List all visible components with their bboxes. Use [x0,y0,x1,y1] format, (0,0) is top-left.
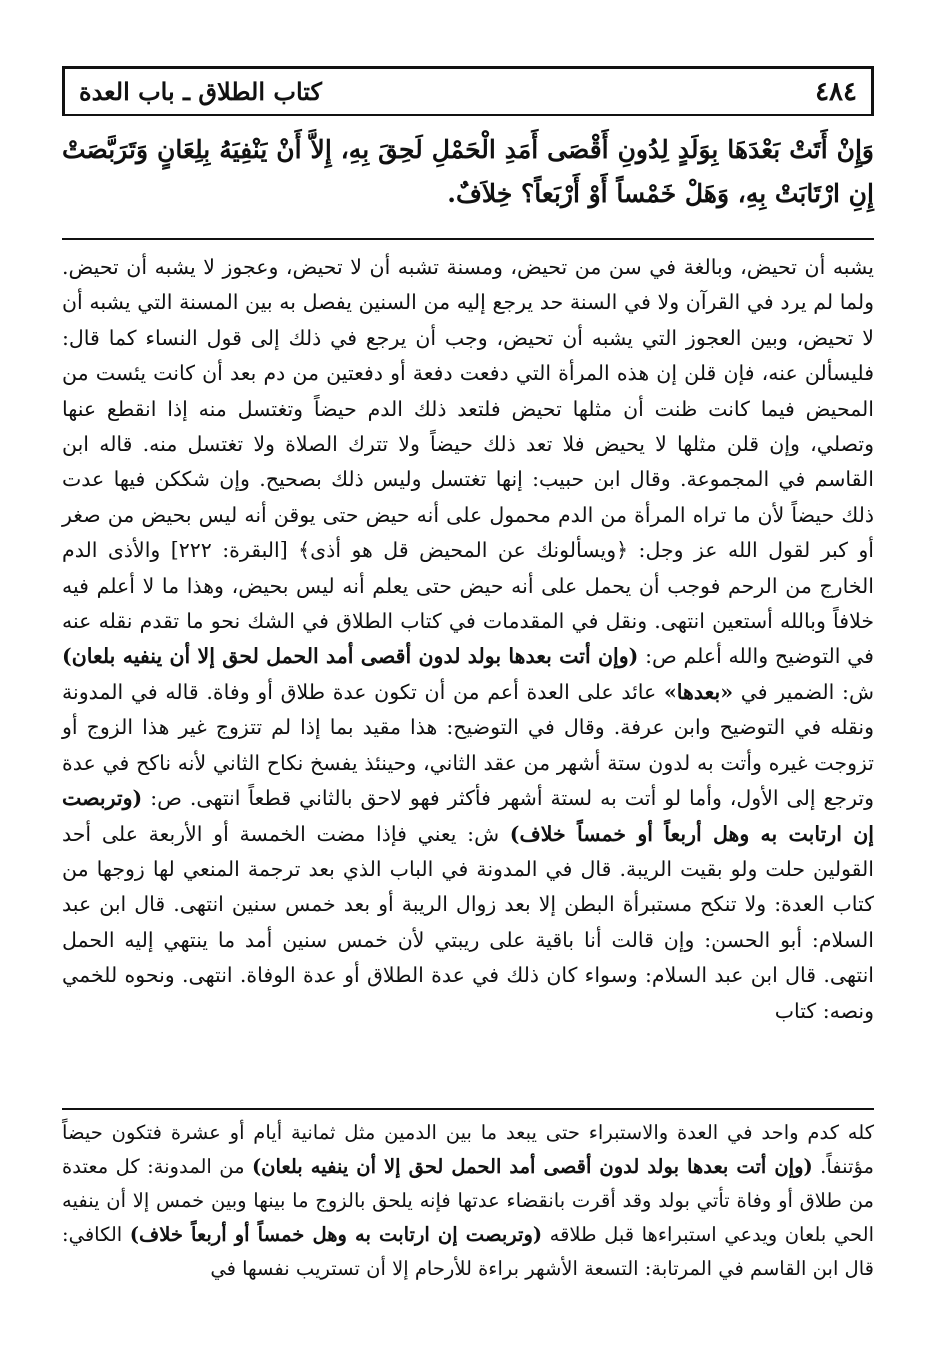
quoted-matn-1: (وإن أتت بعدها بولد لدون أقصى أمد الحمل لحق إلا أن ينفيه بلعان) [62,644,639,669]
page-header [62,66,874,116]
footnote-body [62,1116,874,1286]
footnote-text-1: كله كدم واحد في العدة والاستبراء حتى يبعد ما بين الدمين مثل ثمانية أيام أو عشرة فتكون حيضاً مؤتنفاً. [62,1121,874,1178]
running-title: كتاب الطلاق ـ باب العدة [79,77,322,106]
commentary-body [62,250,874,1029]
commentary-paragraph [62,250,874,1029]
page-number: ٤٨٤ [815,76,857,107]
matn-divider [62,238,874,240]
footnote-divider [62,1108,874,1110]
quoted-matn-2: (وتربصت إن ارتابت به وهل أربعاً أو خمساً خلاف) [62,786,874,846]
quoted-word: «بعدها» [663,679,734,704]
footnote-text-3: الكافي: قال ابن القاسم في المرتابة: التسعة الأشهر براءة للأرحام إلا أن تستريب نفسها في [62,1223,874,1280]
commentary-text-1: يشبه أن تحيض، وبالغة في سن من تحيض، ومسنة تشبه أن لا تحيض، وعجوز لا يشبه أن تحيض. ولما لم يرد في القرآن ولا في السنة حد يرجع إليه من السنين يفصل به بين المسنة التي يشبه أن لا تحيض، وبين العجوز التي يشبه أن تحيض، وجب أن يرجع في ذلك إلى قول النساء كما قال: فليسألن عنه، فإن قلن إن هذه المرأة التي دفعت دفعة أو دفعتين من دم بعد أن كانت يئست من المحيض فيما كانت ظنت أن مثلها تحيض فلتعد ذلك الدم حيضاً وتغتسل منه إذا انقطع عنها وتصلي، وإن قلن مثلها لا يحيض فلا تعد ذلك حيضاً ولا تترك الصلاة ولا تغتسل منه. قاله ابن القاسم في المجموعة. وقال ابن حبيب: إنها تغتسل وليس ذلك بصحيح. وإن شككن فيها عدت ذلك حيضاً لأن ما تراه المرأة من الدم محمول على أنه حيض حتى يوقن أنه ليس بحيض من صغر أو كبر لقول الله عز وجل: ﴿ويسألونك عن المحيض قل هو أذى﴾ [البقرة: ٢٢٢] والأذى الدم الخارج من الرحم فوجب أن يحمل على أنه حيض حتى يعلم أنه ليس بحيض، وهذا ما لا أعلم فيه خلافاً وبالله أستعين انتهى. ونقل في المقدمات في كتاب الطلاق في الشك نحو ما تقدم نقله عنه في التوضيح والله أعلم ص: [62,255,874,669]
commentary-text-2b: عائد على العدة أعم من أن تكون عدة طلاق أو وفاة. قاله في المدونة ونقله في التوضيح وابن عرفة. وقال في التوضيح: هذا مقيد بما إذا لم تتزوج غير هذا الزوج أو تزوجت غيره وأتت به لدون ستة أشهر من عقد الثاني، وحينئذ يفسخ نكاح الثاني لأنه ناكح في عدة وترجع إلى الأول، وأما لو أتت به لستة أشهر فأكثر فهو لاحق بالثاني قطعاً انتهى. ص: [62,679,874,811]
footnote-paragraph [62,1116,874,1286]
commentary-text-3: ش: يعني فإذا مضت الخمسة أو الأربعة على أحد القولين حلت ولو بقيت الريبة. قال في المدونة في الباب الذي بعد ترجمة المنعي لها زوجها من كتاب العدة: ولا تنكح مستبرأة البطن إلا بعد زوال الريبة أو بعد خمس سنين انتهى. قال ابن عبد السلام: أبو الحسن: وإن قالت أنا باقية على ريبتي لأن خمس سنين أمد ما ينتهي إليه الحمل انتهى. قال ابن عبد السلام: وسواء كان ذلك في عدة الطلاق أو عدة الوفاة. انتهى. ونحوه للخمي ونصه: كتاب [62,821,874,1023]
commentary-text-2a: ش: الضمير في [740,679,874,704]
matn-text: وَإِنْ أَتَتْ بَعْدَهَا بِوَلَدٍ لِدُونِ أَقْصَى أَمَدِ الْحَمْلِ لَحِقَ بِهِ، إِلاَّ أَنْ يَنْفِيَهُ بِلِعَانٍ وَتَرَبَّصَتْ إِنِ ارْتَابَتْ بِهِ، وَهَلْ خَمْساً أَوْ أَرْبَعاً؟ خِلاَفٌ. [62,135,874,208]
footnote-quote-1: (وإن أتت بعدها بولد لدون أقصى أمد الحمل لحق إلا أن ينفيه بلعان) [251,1155,813,1178]
footnote-text-2: من المدونة: كل معتدة من طلاق أو وفاة تأتي بولد وقد أقرت بانقضاء عدتها فإنه يلحق بالزوج ما بينها وبين خمس إلا أن ينفيه الحي بلعان ويدعي استبراءها قبل طلاقه [62,1155,874,1246]
footnote-quote-2: (وتربصت إن ارتابت به وهل خمساً أو أربعاً خلاف) [129,1223,543,1246]
